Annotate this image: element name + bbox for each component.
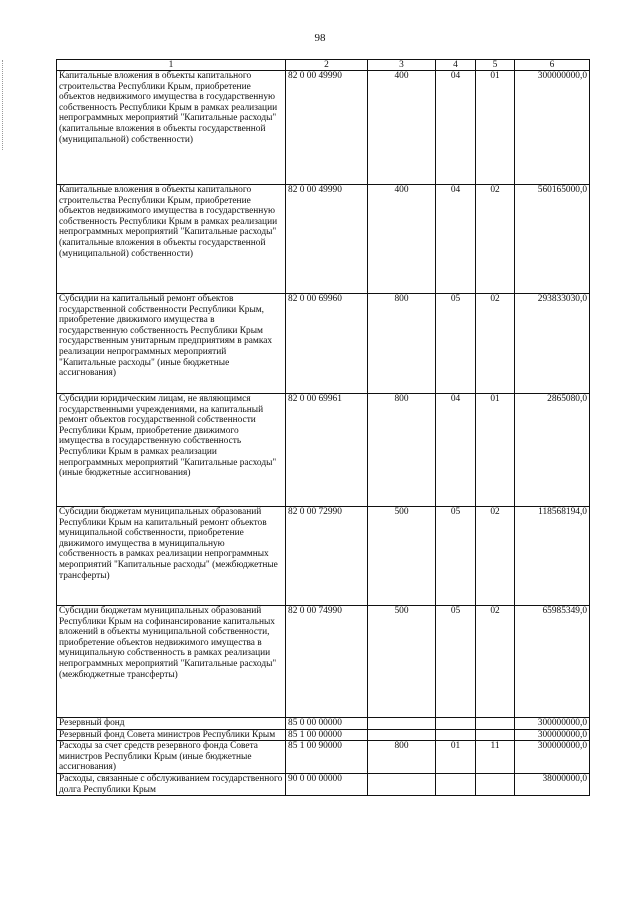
row-subsection [476, 773, 515, 795]
row-expense-type: 500 [368, 606, 436, 718]
table-row [57, 773, 590, 795]
table-row [57, 71, 590, 185]
row-target-code: 82 0 00 72990 [286, 507, 368, 606]
table-row [57, 718, 590, 730]
row-section: 01 [436, 741, 476, 774]
row-expense-type [368, 773, 436, 795]
row-target-code: 82 0 00 49990 [286, 71, 368, 185]
row-section [436, 729, 476, 741]
row-section: 04 [436, 394, 476, 507]
row-subsection: 02 [476, 294, 515, 394]
row-name: Резервный фонд [57, 718, 286, 730]
table-row [57, 394, 590, 507]
row-expense-type: 800 [368, 394, 436, 507]
row-name: Субсидии бюджетам муниципальных образований Республики Крым на софинансирование капитальных вложений в объекты муниципальной собственности, приобретение объектов недвижимого имущества в муниципальную собственность в рамках реализации непрограммных мероприятий "Капитальные расходы" (межбюджетные трансферты) [57, 606, 286, 718]
row-subsection: 02 [476, 606, 515, 718]
row-target-code: 82 0 00 69961 [286, 394, 368, 507]
row-target-code: 90 0 00 00000 [286, 773, 368, 795]
row-section: 05 [436, 507, 476, 606]
budget-table [56, 59, 590, 796]
row-subsection: 01 [476, 394, 515, 507]
row-name: Субсидии бюджетам муниципальных образований Республики Крым на капитальный ремонт объектов муниципальной собственности, приобретение движимого имущества в муниципальную собственность в рамках реализации непрограммных мероприятий "Капитальные расходы" (межбюджетные трансферты) [57, 507, 286, 606]
row-amount: 65985349,0 [515, 606, 590, 718]
row-expense-type [368, 718, 436, 730]
header-row [57, 60, 590, 71]
row-amount: 300000000,0 [515, 718, 590, 730]
table-row [57, 294, 590, 394]
header-col-6: 6 [515, 60, 590, 71]
row-subsection [476, 718, 515, 730]
page-number: 98 [314, 32, 326, 44]
table-row [57, 185, 590, 294]
row-amount: 300000000,0 [515, 741, 590, 774]
row-amount: 560165000,0 [515, 185, 590, 294]
row-section: 05 [436, 606, 476, 718]
row-subsection: 02 [476, 507, 515, 606]
row-target-code: 85 1 00 00000 [286, 729, 368, 741]
row-name: Расходы, связанные с обслуживанием государственного долга Республики Крым [57, 773, 286, 795]
row-name: Капитальные вложения в объекты капитального строительства Республики Крым, приобретение объектов недвижимого имущества в государственную собственность Республики Крым в рамках реализации непрограммных мероприятий "Капитальные расходы" (капитальные вложения в объекты государственной (муниципальной) собственности) [57, 71, 286, 185]
row-amount: 293833030,0 [515, 294, 590, 394]
row-target-code: 82 0 00 69960 [286, 294, 368, 394]
row-expense-type: 800 [368, 741, 436, 774]
row-expense-type: 800 [368, 294, 436, 394]
row-name: Резервный фонд Совета министров Республики Крым [57, 729, 286, 741]
row-name: Расходы за счет средств резервного фонда Совета министров Республики Крым (иные бюджетные ассигнования) [57, 741, 286, 774]
row-expense-type [368, 729, 436, 741]
row-section [436, 773, 476, 795]
row-name: Капитальные вложения в объекты капитального строительства Республики Крым, приобретение объектов недвижимого имущества в государственную собственность Республики Крым в рамках реализации непрограммных мероприятий "Капитальные расходы" (капитальные вложения в объекты государственной (муниципальной) собственности) [57, 185, 286, 294]
row-amount: 38000000,0 [515, 773, 590, 795]
row-expense-type: 400 [368, 71, 436, 185]
table-row [57, 606, 590, 718]
table-row [57, 507, 590, 606]
row-name: Субсидии на капитальный ремонт объектов государственной собственности Республики Крым, приобретение движимого имущества в государственную собственность Республики Крым государственным унитарным предприятиям в рамках реализации непрограммных мероприятий "Капитальные расходы" (иные бюджетные ассигнования) [57, 294, 286, 394]
row-name: Субсидии юридическим лицам, не являющимся государственными учреждениями, на капитальный ремонт объектов государственной собственности Республики Крым, приобретение движимого имущества в государственную собственность Республики Крым в рамках реализации непрограммных мероприятий "Капитальные расходы" (иные бюджетные ассигнования) [57, 394, 286, 507]
row-amount: 300000000,0 [515, 729, 590, 741]
row-subsection: 02 [476, 185, 515, 294]
row-section: 04 [436, 185, 476, 294]
row-subsection [476, 729, 515, 741]
row-amount: 118568194,0 [515, 507, 590, 606]
row-section: 04 [436, 71, 476, 185]
header-col-2: 2 [286, 60, 368, 71]
row-target-code: 85 1 00 90000 [286, 741, 368, 774]
row-section: 05 [436, 294, 476, 394]
table-row [57, 729, 590, 741]
header-col-5: 5 [476, 60, 515, 71]
row-expense-type: 400 [368, 185, 436, 294]
row-target-code: 85 0 00 00000 [286, 718, 368, 730]
margin-mark [2, 60, 4, 150]
row-expense-type: 500 [368, 507, 436, 606]
row-subsection: 01 [476, 71, 515, 185]
row-target-code: 82 0 00 74990 [286, 606, 368, 718]
header-col-3: 3 [368, 60, 436, 71]
row-target-code: 82 0 00 49990 [286, 185, 368, 294]
row-amount: 300000000,0 [515, 71, 590, 185]
row-section [436, 718, 476, 730]
header-col-1: 1 [57, 60, 286, 71]
header-col-4: 4 [436, 60, 476, 71]
row-amount: 2865080,0 [515, 394, 590, 507]
row-subsection: 11 [476, 741, 515, 774]
table-row [57, 741, 590, 774]
